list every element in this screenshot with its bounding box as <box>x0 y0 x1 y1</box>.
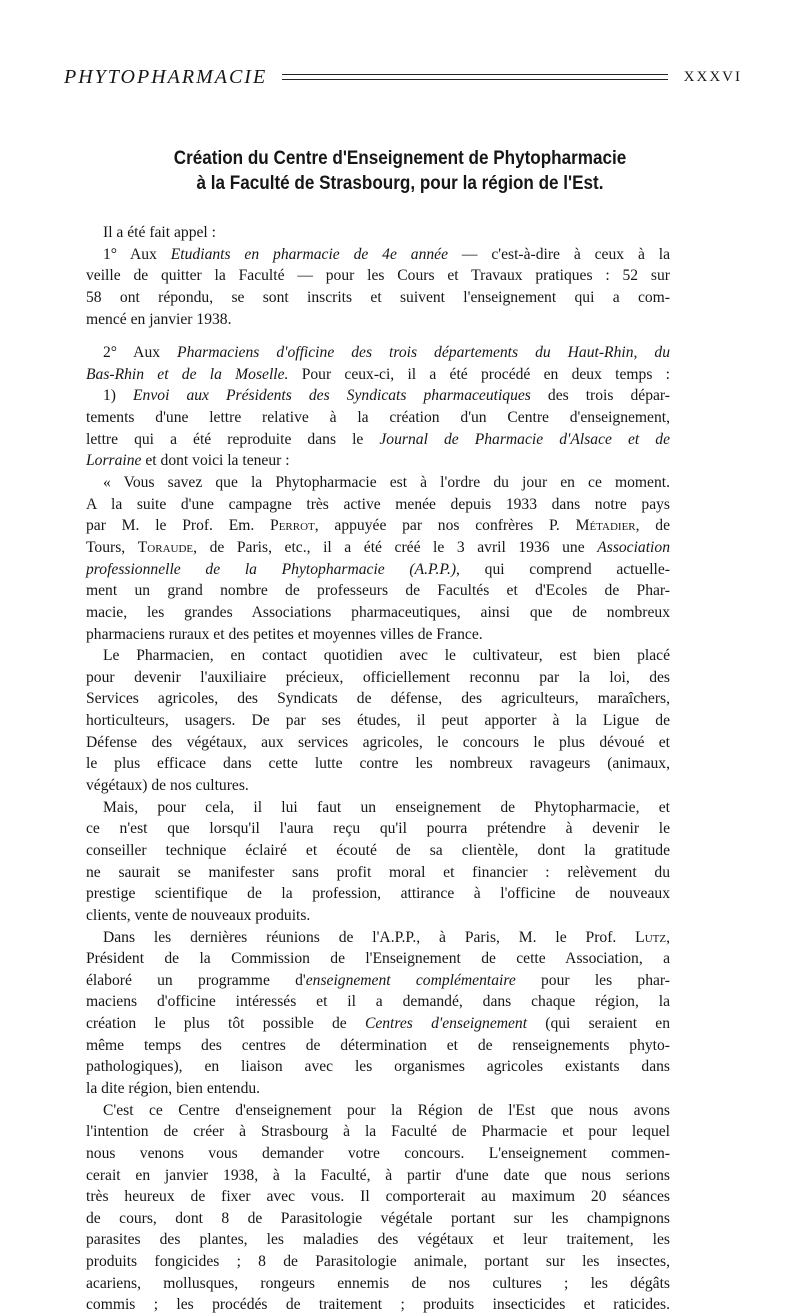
italic-text: enseignement complémentaire <box>305 971 516 989</box>
text-line <box>86 1056 670 1078</box>
italic-text: professionnelle de la Phytopharmacie (A.P.P.) <box>86 560 457 578</box>
small-caps-name: Lutz <box>635 928 667 946</box>
header-rule <box>282 79 668 80</box>
text-run: pathologiques), en liaison avec les organismes agricoles existants dans <box>86 1058 670 1076</box>
page-number: XXXVI <box>683 69 742 85</box>
text-line <box>86 1186 670 1208</box>
text-run: maciens d'officine intéressés et il a demandé, dans chaque région, la <box>86 993 670 1011</box>
text-line <box>86 1100 670 1122</box>
text-run: produits fongicides ; 8 de Parasitologie animale, portant sur les insectes, <box>86 1253 670 1271</box>
text-run: , de Paris, etc., il a été créé le 3 avril 1936 une <box>193 538 598 556</box>
text-line <box>86 862 670 884</box>
text-line <box>86 927 670 949</box>
text-run: clients, vente de nouveaux produits. <box>86 906 311 924</box>
text-run: ce n'est que lorsqu'il l'aura reçu qu'il pourra prétendre à devenir le <box>86 820 670 838</box>
text-line <box>86 645 670 667</box>
text-run: 2° Aux <box>103 344 178 362</box>
italic-text: Envoi aux Présidents des Syndicats pharmaceutiques <box>133 387 531 405</box>
text-run: Le Pharmacien, en contact quotidien avec le cultivateur, est bien placé <box>103 647 670 665</box>
text-run: ne saurait se manifester sans profit moral et financier : relèvement du <box>86 863 670 881</box>
text-line <box>86 450 670 472</box>
text-line <box>86 385 670 407</box>
text-line <box>86 429 670 451</box>
text-line <box>86 472 670 494</box>
text-run: même temps des centres de détermination et de renseignements phyto- <box>86 1036 670 1054</box>
text-run: A la suite d'une campagne très active menée depuis 1933 dans notre pays <box>86 495 670 513</box>
text-line <box>86 775 670 797</box>
text-line <box>86 732 670 754</box>
text-line <box>86 602 670 624</box>
text-run: 1) <box>103 387 134 405</box>
text-run: pour devenir l'auxiliaire précieux, officiellement reconnu par la loi, des <box>86 668 670 686</box>
article-title <box>112 146 688 196</box>
text-line <box>86 580 670 602</box>
italic-text: Centres d'enseignement <box>364 1015 528 1033</box>
text-run: Services agricoles, des Syndicats de défense, des agriculteurs, maraîchers, <box>86 690 670 708</box>
text-line <box>86 1229 670 1251</box>
text-line <box>86 991 670 1013</box>
text-line <box>86 667 670 689</box>
text-line <box>86 494 670 516</box>
text-line <box>86 287 670 309</box>
text-run: pharmaciens ruraux et des petites et moyennes villes de France. <box>86 625 483 643</box>
text-run: Il a été fait appel : <box>103 224 216 241</box>
text-line <box>86 515 670 537</box>
running-header <box>64 66 744 94</box>
text-line <box>86 265 670 287</box>
text-line <box>86 1078 670 1100</box>
text-line <box>86 1208 670 1230</box>
italic-text: Association <box>597 538 670 556</box>
text-line <box>86 688 670 710</box>
text-run: par M. le Prof. Em. <box>86 517 271 535</box>
italic-text: Lorraine <box>86 452 142 470</box>
text-run: et dont voici la teneur : <box>141 452 290 470</box>
italic-text: Bas-Rhin et de la Moselle. <box>86 365 289 383</box>
text-run: commis ; les procédés de traitement ; produits insecticides et raticides. <box>86 1296 670 1314</box>
text-run: nous venons vous demander votre concours. L'enseignement commen- <box>86 1144 670 1162</box>
text-run: acariens, mollusques, rongeurs ennemis de nos cultures ; les dégâts <box>86 1274 670 1292</box>
italic-text: Journal de Pharmacie d'Alsace et de <box>379 430 671 448</box>
article-title-line: Création du Centre d'Enseignement de Phytopharmacie <box>173 148 627 169</box>
text-run: parasites des plantes, les maladies des végétaux et leur traitement, les <box>86 1231 670 1249</box>
small-caps-name: Toraude <box>137 538 194 556</box>
text-line <box>86 407 670 429</box>
article-body <box>86 222 670 1316</box>
text-run: Président de la Commission de l'Enseignement de cette Association, a <box>86 950 670 968</box>
text-run: 1° Aux <box>103 245 171 263</box>
text-run: Pour ceux-ci, il a été procédé en deux temps : <box>288 365 670 383</box>
text-line <box>86 905 670 927</box>
text-run: , <box>666 928 670 946</box>
text-line <box>86 797 670 819</box>
text-line <box>86 1294 670 1316</box>
header-rule <box>282 74 668 75</box>
text-run: macie, les grandes Associations pharmaceutiques, ainsi que de nombreux <box>86 603 670 621</box>
text-run: très heureux de fixer avec vous. Il comporterait au maximum 20 séances <box>86 1188 670 1206</box>
article-title-line: à la Faculté de Strasbourg, pour la région de l'Est. <box>196 173 604 194</box>
text-line <box>86 244 670 266</box>
text-run: lettre qui a été reproduite dans le <box>86 430 380 448</box>
text-line <box>86 710 670 732</box>
text-line <box>86 1273 670 1295</box>
italic-text: Etudiants en pharmacie de 4e année <box>170 245 449 263</box>
text-line <box>86 970 670 992</box>
text-run: cerait en janvier 1938, à la Faculté, à partir d'une date que nous serions <box>86 1166 670 1184</box>
text-run: « Vous savez que la Phytopharmacie est à l'ordre du jour en ce moment. <box>103 474 670 492</box>
text-run: , de <box>635 517 670 535</box>
text-run: ment un grand nombre de professeurs de Facultés et d'Ecoles de Phar- <box>86 582 670 600</box>
text-run: , qui comprend actuelle- <box>456 560 670 578</box>
text-line <box>86 753 670 775</box>
text-line <box>86 840 670 862</box>
text-run: la dite région, bien entendu. <box>86 1079 261 1097</box>
text-run: le plus efficace dans cette lutte contre les nombreux ravageurs (animaux, <box>86 755 670 773</box>
text-run: , appuyée par nos confrères P. <box>314 517 576 535</box>
text-run: élaboré un programme d' <box>86 971 306 989</box>
text-run: l'intention de créer à Strasbourg à la Faculté de Pharmacie et pour lequel <box>86 1123 670 1141</box>
text-run: Dans les dernières réunions de l'A.P.P., à Paris, M. le Prof. <box>103 928 636 946</box>
text-line <box>86 364 670 386</box>
text-line <box>86 818 670 840</box>
text-run: tements d'une lettre relative à la création d'un Centre d'enseignement, <box>86 409 670 427</box>
text-run: Mais, pour cela, il lui faut un enseignement de Phytopharmacie, et <box>103 798 670 816</box>
text-run: de cours, dont 8 de Parasitologie végétale portant sur les champignons <box>86 1209 670 1227</box>
text-line <box>86 559 670 581</box>
text-run: C'est ce Centre d'enseignement pour la Région de l'Est que nous avons <box>103 1101 670 1119</box>
text-run: horticulteurs, usagers. De par ses études, il peut apporter à la Ligue de <box>86 712 670 730</box>
paragraph-gap <box>86 330 670 342</box>
text-run: Défense des végétaux, aux services agricoles, le concours le plus dévoué et <box>86 733 670 751</box>
text-run: veille de quitter la Faculté — pour les Cours et Travaux pratiques : 52 sur <box>86 267 670 285</box>
text-run: conseiller technique éclairé et écouté de sa clientèle, dont la gratitude <box>86 841 670 859</box>
running-title: PHYTOPHARMACIE <box>64 66 268 88</box>
text-line <box>86 1013 670 1035</box>
text-run: mencé en janvier 1938. <box>86 310 232 328</box>
text-line <box>86 222 670 244</box>
text-line <box>86 948 670 970</box>
text-line <box>86 1035 670 1057</box>
text-run: des trois dépar- <box>530 387 670 405</box>
text-run: pour les phar- <box>515 971 671 989</box>
text-line <box>86 624 670 646</box>
text-line <box>86 1165 670 1187</box>
small-caps-name: Métadier <box>575 517 636 535</box>
text-run: 58 ont répondu, se sont inscrits et suivent l'enseignement qui a com- <box>86 288 670 306</box>
text-line <box>86 1143 670 1165</box>
text-line <box>86 309 670 331</box>
italic-text: Pharmaciens d'officine des trois départements du Haut-Rhin, du <box>177 344 670 362</box>
text-run: (qui seraient en <box>527 1015 670 1033</box>
text-run: végétaux) de nos cultures. <box>86 777 249 795</box>
small-caps-name: Perrot <box>270 517 315 535</box>
text-run: création le plus tôt possible de <box>86 1015 365 1033</box>
text-run: — c'est-à-dire à ceux à la <box>448 245 670 263</box>
text-line <box>86 537 670 559</box>
text-run: Tours, <box>86 538 138 556</box>
text-line <box>86 883 670 905</box>
text-line <box>86 342 670 364</box>
text-run: prestige scientifique de la profession, attirance à l'officine de nouveaux <box>86 885 670 903</box>
text-line <box>86 1121 670 1143</box>
